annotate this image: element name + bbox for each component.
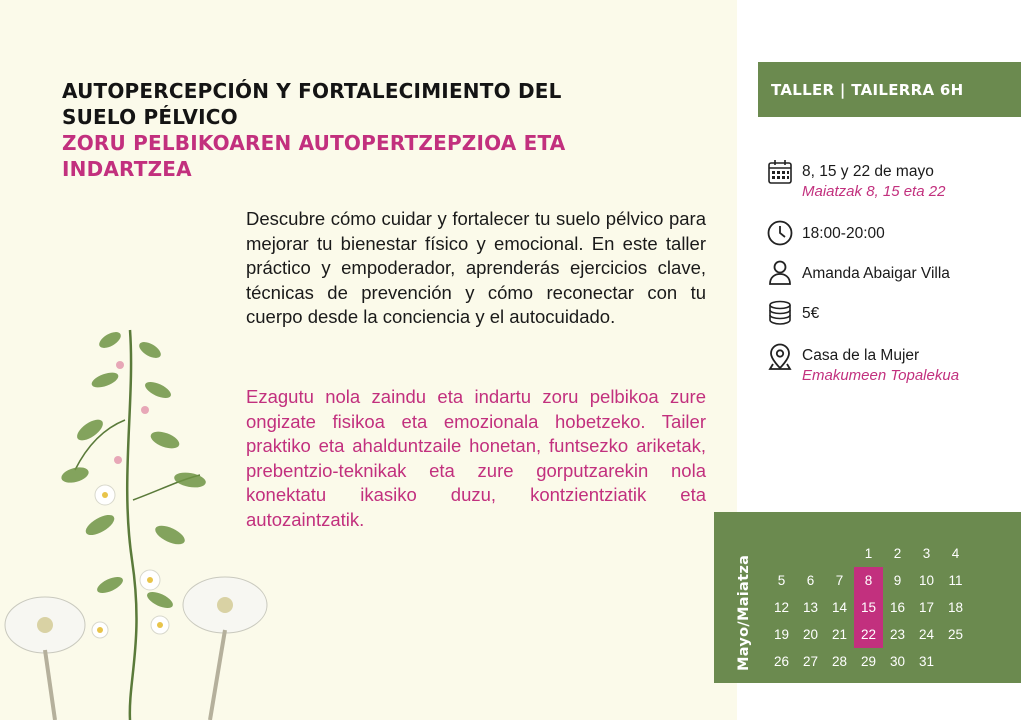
person-icon: [766, 258, 794, 286]
calendar-day-highlighted: 15: [854, 594, 883, 621]
calendar-day: 28: [831, 654, 848, 669]
page-title: [62, 78, 582, 182]
calendar-day: 31: [918, 654, 935, 669]
clock-icon: [766, 219, 794, 247]
title-es-line2: SUELO PÉLVICO: [62, 105, 238, 129]
price-text: 5€: [802, 305, 820, 322]
calendar-day: 9: [893, 573, 902, 588]
calendar-day: 23: [889, 627, 906, 642]
workshop-tag: TALLER | TAILERRA 6H: [758, 62, 1021, 117]
calendar-day: 19: [773, 627, 790, 642]
coins-icon: [766, 299, 794, 327]
teacher-text: Amanda Abaigar Villa: [802, 265, 950, 282]
location-pin-icon: [766, 343, 794, 371]
date-text: 8, 15 y 22 de mayo: [802, 163, 934, 180]
calendar-icon: [766, 158, 794, 186]
title-es-line1: AUTOPERCEPCIÓN Y FORTALECIMIENTO DEL: [62, 79, 562, 103]
calendar-day-highlighted: 22: [854, 621, 883, 648]
description-es: Descubre cómo cuidar y fortalecer tu suelo pélvico para mejorar tu bienestar físico y emocional. En este taller práctico y empoderador, aprenderás ejercicios clave, técnicas de prevención y cómo reconectar con tu cuerpo desde la conciencia y el autocuidado.: [246, 208, 706, 327]
date-text-eu: Maiatzak 8, 15 eta 22: [802, 183, 946, 200]
calendar-day: 5: [777, 573, 786, 588]
time-text: 18:00-20:00: [802, 225, 885, 242]
title-eu-line1: ZORU PELBIKOAREN AUTOPERTZEPZIOA ETA: [62, 131, 566, 155]
teacher-row: [766, 258, 950, 286]
calendar-day: 3: [922, 546, 931, 561]
calendar-day: 12: [773, 600, 790, 615]
place-text: Casa de la Mujer: [802, 347, 920, 364]
date-row: [766, 158, 945, 201]
calendar-day: 21: [831, 627, 848, 642]
calendar-day: 29: [860, 654, 877, 669]
time-row: [766, 219, 885, 247]
calendar-day: 13: [802, 600, 819, 615]
place-row: [766, 343, 959, 385]
calendar-day: 6: [806, 573, 815, 588]
title-eu-line2: INDARTZEA: [62, 157, 192, 181]
calendar-day: 11: [948, 573, 963, 588]
calendar-day: 30: [889, 654, 906, 669]
calendar-day: 7: [835, 573, 844, 588]
description-eu: Ezagutu nola zaindu eta indartu zoru pelbikoa zure ongizate fisikoa eta emozionala hobetzeko. Tailer praktiko eta ahalduntzaile honetan, funtsezko ariketak, prebentzio-teknikak eta zure gorputzarekin nola konektatu ikasiko duzu, kontzientziatik eta autozaintzatik.: [246, 386, 706, 530]
calendar-day: 18: [947, 600, 964, 615]
price-row: [766, 299, 819, 327]
calendar-day-highlighted: 8: [854, 567, 883, 594]
calendar-day: 1: [864, 546, 873, 561]
calendar-day: 27: [802, 654, 819, 669]
calendar-day: 24: [918, 627, 935, 642]
calendar-day: 26: [773, 654, 790, 669]
calendar-day: 2: [893, 546, 902, 561]
calendar-day: 20: [802, 627, 819, 642]
calendar-day: 14: [831, 600, 848, 615]
calendar-day: 17: [918, 600, 935, 615]
calendar-day: 25: [947, 627, 964, 642]
month-calendar: [714, 512, 1021, 683]
calendar-day: 16: [889, 600, 906, 615]
calendar-month-label: Mayo/Maiatza: [736, 554, 752, 671]
place-text-eu: Emakumeen Topalekua: [802, 367, 960, 384]
calendar-day: 4: [951, 546, 960, 561]
calendar-day: 10: [918, 573, 935, 588]
